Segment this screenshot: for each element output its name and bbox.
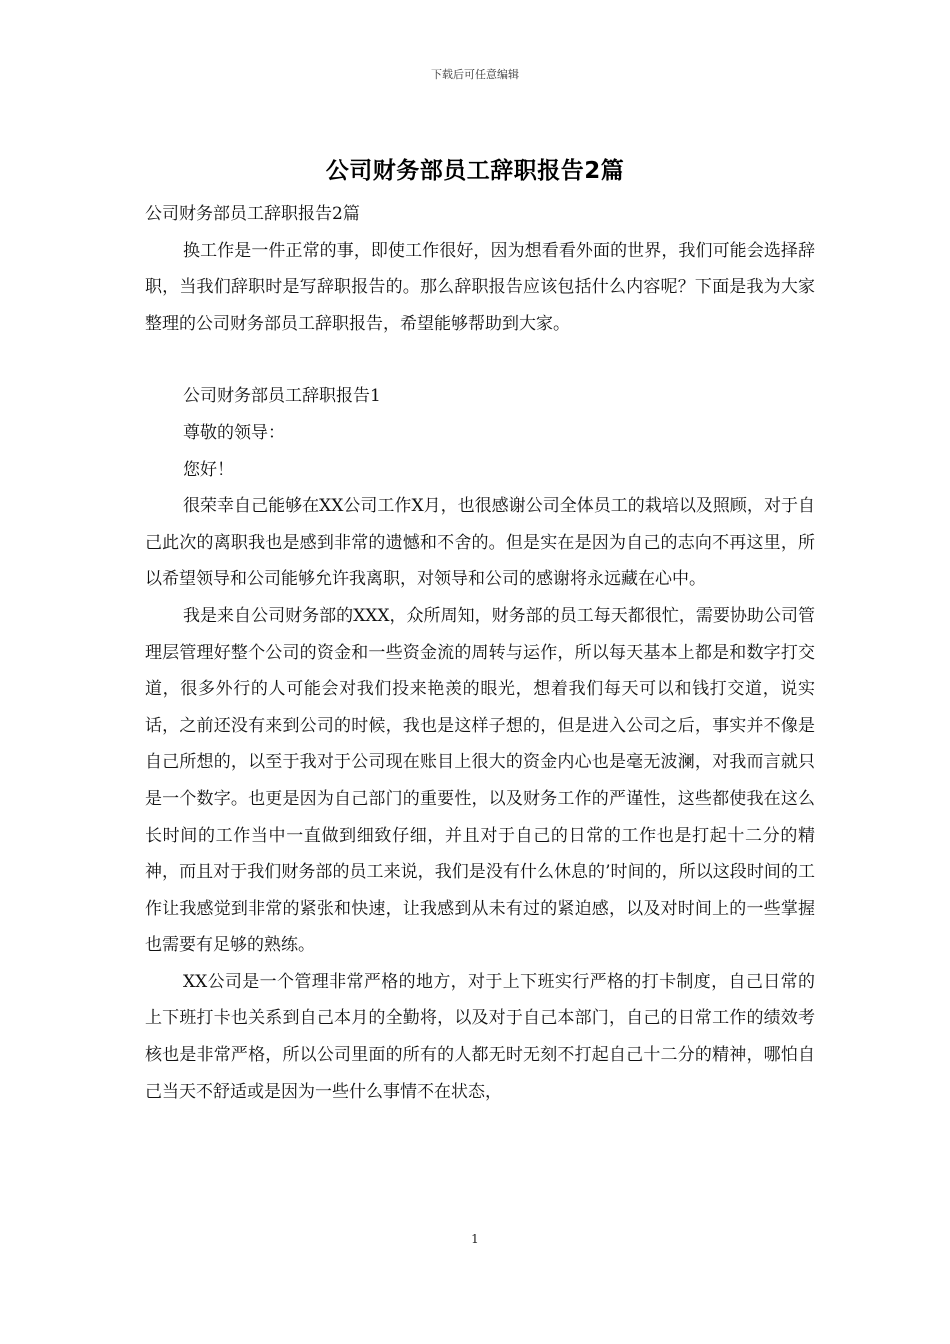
intro-paragraph: 换工作是一件正常的事，即使工作很好，因为想看看外面的世界，我们可能会选择辞职，当我们辞职时是写辞职报告的。那么辞职报告应该包括什么内容呢？下面是我为大家整理的公司财务部员工辞职报告，希望能够帮助到大家。 [145,240,815,334]
subtitle-line: 公司财务部员工辞职报告2篇 [145,204,360,224]
blank-line [145,342,815,378]
body-paragraph: 我是来自公司财务部的XXX，众所周知，财务部的员工每天都很忙，需要协助公司管理层管理好整个公司的资金和一些资金流的周转与运作，所以每天基本上都是和数字打交道，很多外行的人可能会对我们投来艳羡的眼光，想着我们每天可以和钱打交道，说实话，之前还没有来到公司的时候，我也是这样子想的，但是进入公司之后，事实并不像是自己所想的，以至于我对于公司现在账目上很大的资金内心也是毫无波澜，对我而言就只是一个数字。也更是因为自己部门的重要性，以及财务工作的严谨性，这些都使我在这么长时间的工作当中一直做到细致仔细，并且对于自己的日常的工作也是打起十二分的精神，而且对于我们财务部的员工来说，我们是没有什么休息的’时间的，所以这段时间的工作让我感觉到非常的紧张和快速，让我感到从未有过的紧迫感，以及对时间上的一些掌握也需要有足够的熟练。 [145,605,815,956]
greeting: 您好！ [183,459,234,480]
body-paragraph: 很荣幸自己能够在XX公司工作X月，也很感谢公司全体员工的栽培以及照顾，对于自己此次的离职我也是感到非常的遗憾和不舍的。但是实在是因为自己的志向不再这里，所以希望领导和公司能够允许我离职，对领导和公司的感谢将永远藏在心中。 [145,496,815,590]
body-paragraph: XX公司是一个管理非常严格的地方，对于上下班实行严格的打卡制度，自己日常的上下班打卡也关系到自己本月的全勤将，以及对于自己本部门，自己的日常工作的绩效考核也是非常严格，所以公司里面的所有的人都无时无刻不打起自己十二分的精神，哪怕自己当天不舒适或是因为一些什么事情不在状态， [145,971,815,1102]
header-note: 下载后可任意编辑 [431,68,519,81]
document-title: 公司财务部员工辞职报告2篇 [325,158,625,184]
page-number: 1 [471,1232,479,1246]
document-body [145,196,815,1110]
salutation: 尊敬的领导： [183,422,285,443]
report-heading: 公司财务部员工辞职报告1 [183,386,381,407]
